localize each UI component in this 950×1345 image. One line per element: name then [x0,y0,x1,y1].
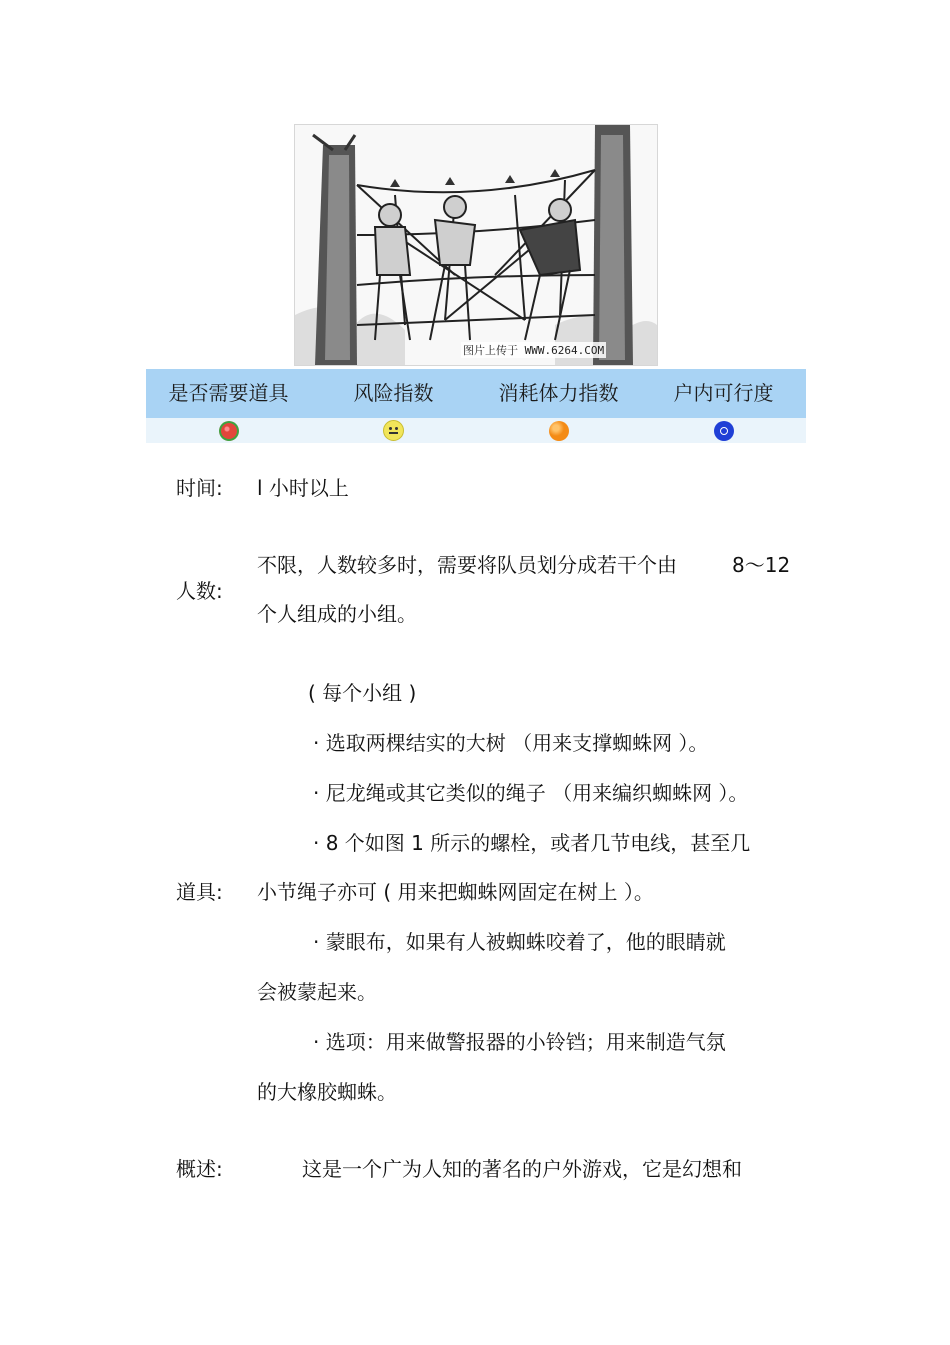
rating-header-row [146,369,806,418]
props-item-4-line2: 会被蒙起来。 [257,980,377,1004]
green-red-icon [219,421,239,441]
smiley-icon [383,420,404,441]
spider-web-illustration [294,124,658,366]
overview-label: 概述: [176,1157,223,1181]
rating-cell-stamina [476,418,641,443]
rating-table [146,369,806,443]
header-indoor-feasibility: 户内可行度 [673,381,774,405]
props-item-3-line2: 小节绳子亦可 ( 用来把蜘蛛网固定在树上 ）。 [257,880,654,904]
blue-icon [714,421,734,441]
props-item-5-line2: 的大橡胶蜘蛛。 [257,1080,397,1104]
props-label: 道具: [176,880,223,904]
header-stamina-index: 消耗体力指数 [498,381,619,405]
people-line1: 不限，人数较多时，需要将队员划分成若干个由 [257,553,677,577]
overview-text: 这是一个广为人知的著名的户外游戏，它是幻想和 [302,1157,742,1181]
rating-cell-risk [311,418,476,443]
time-value: l 小时以上 [257,476,349,500]
people-line2: 个人组成的小组。 [257,602,417,626]
props-item-5-line1: · 选项：用来做警报器的小铃铛；用来制造气氛 [313,1030,726,1054]
props-item-2: · 尼龙绳或其它类似的绳子 （用来编织蜘蛛网 ）。 [313,781,749,805]
rating-cell-props [146,418,311,443]
header-props-needed: 是否需要道具 [168,381,289,405]
props-item-4-line1: · 蒙眼布，如果有人被蜘蛛咬着了，他的眼睛就 [313,930,726,954]
rating-icon-row [146,418,806,443]
props-item-3-line1: · 8 个如图 1 所示的螺栓，或者几节电线，甚至几 [313,831,751,855]
people-line1-number: 8～12 [732,553,791,577]
spider-web-drawing [295,125,657,365]
orange-icon [549,421,569,441]
image-caption: 图片上传于 WWW.6264.COM [463,344,605,357]
people-label: 人数: [176,579,223,603]
rating-cell-indoor [641,418,806,443]
props-group-note: ( 每个小组 ) [308,681,417,705]
props-item-1: · 选取两棵结实的大树 （用来支撑蜘蛛网 ）。 [313,731,709,755]
time-label: 时间: [176,476,223,500]
header-risk-index: 风险指数 [353,381,434,405]
